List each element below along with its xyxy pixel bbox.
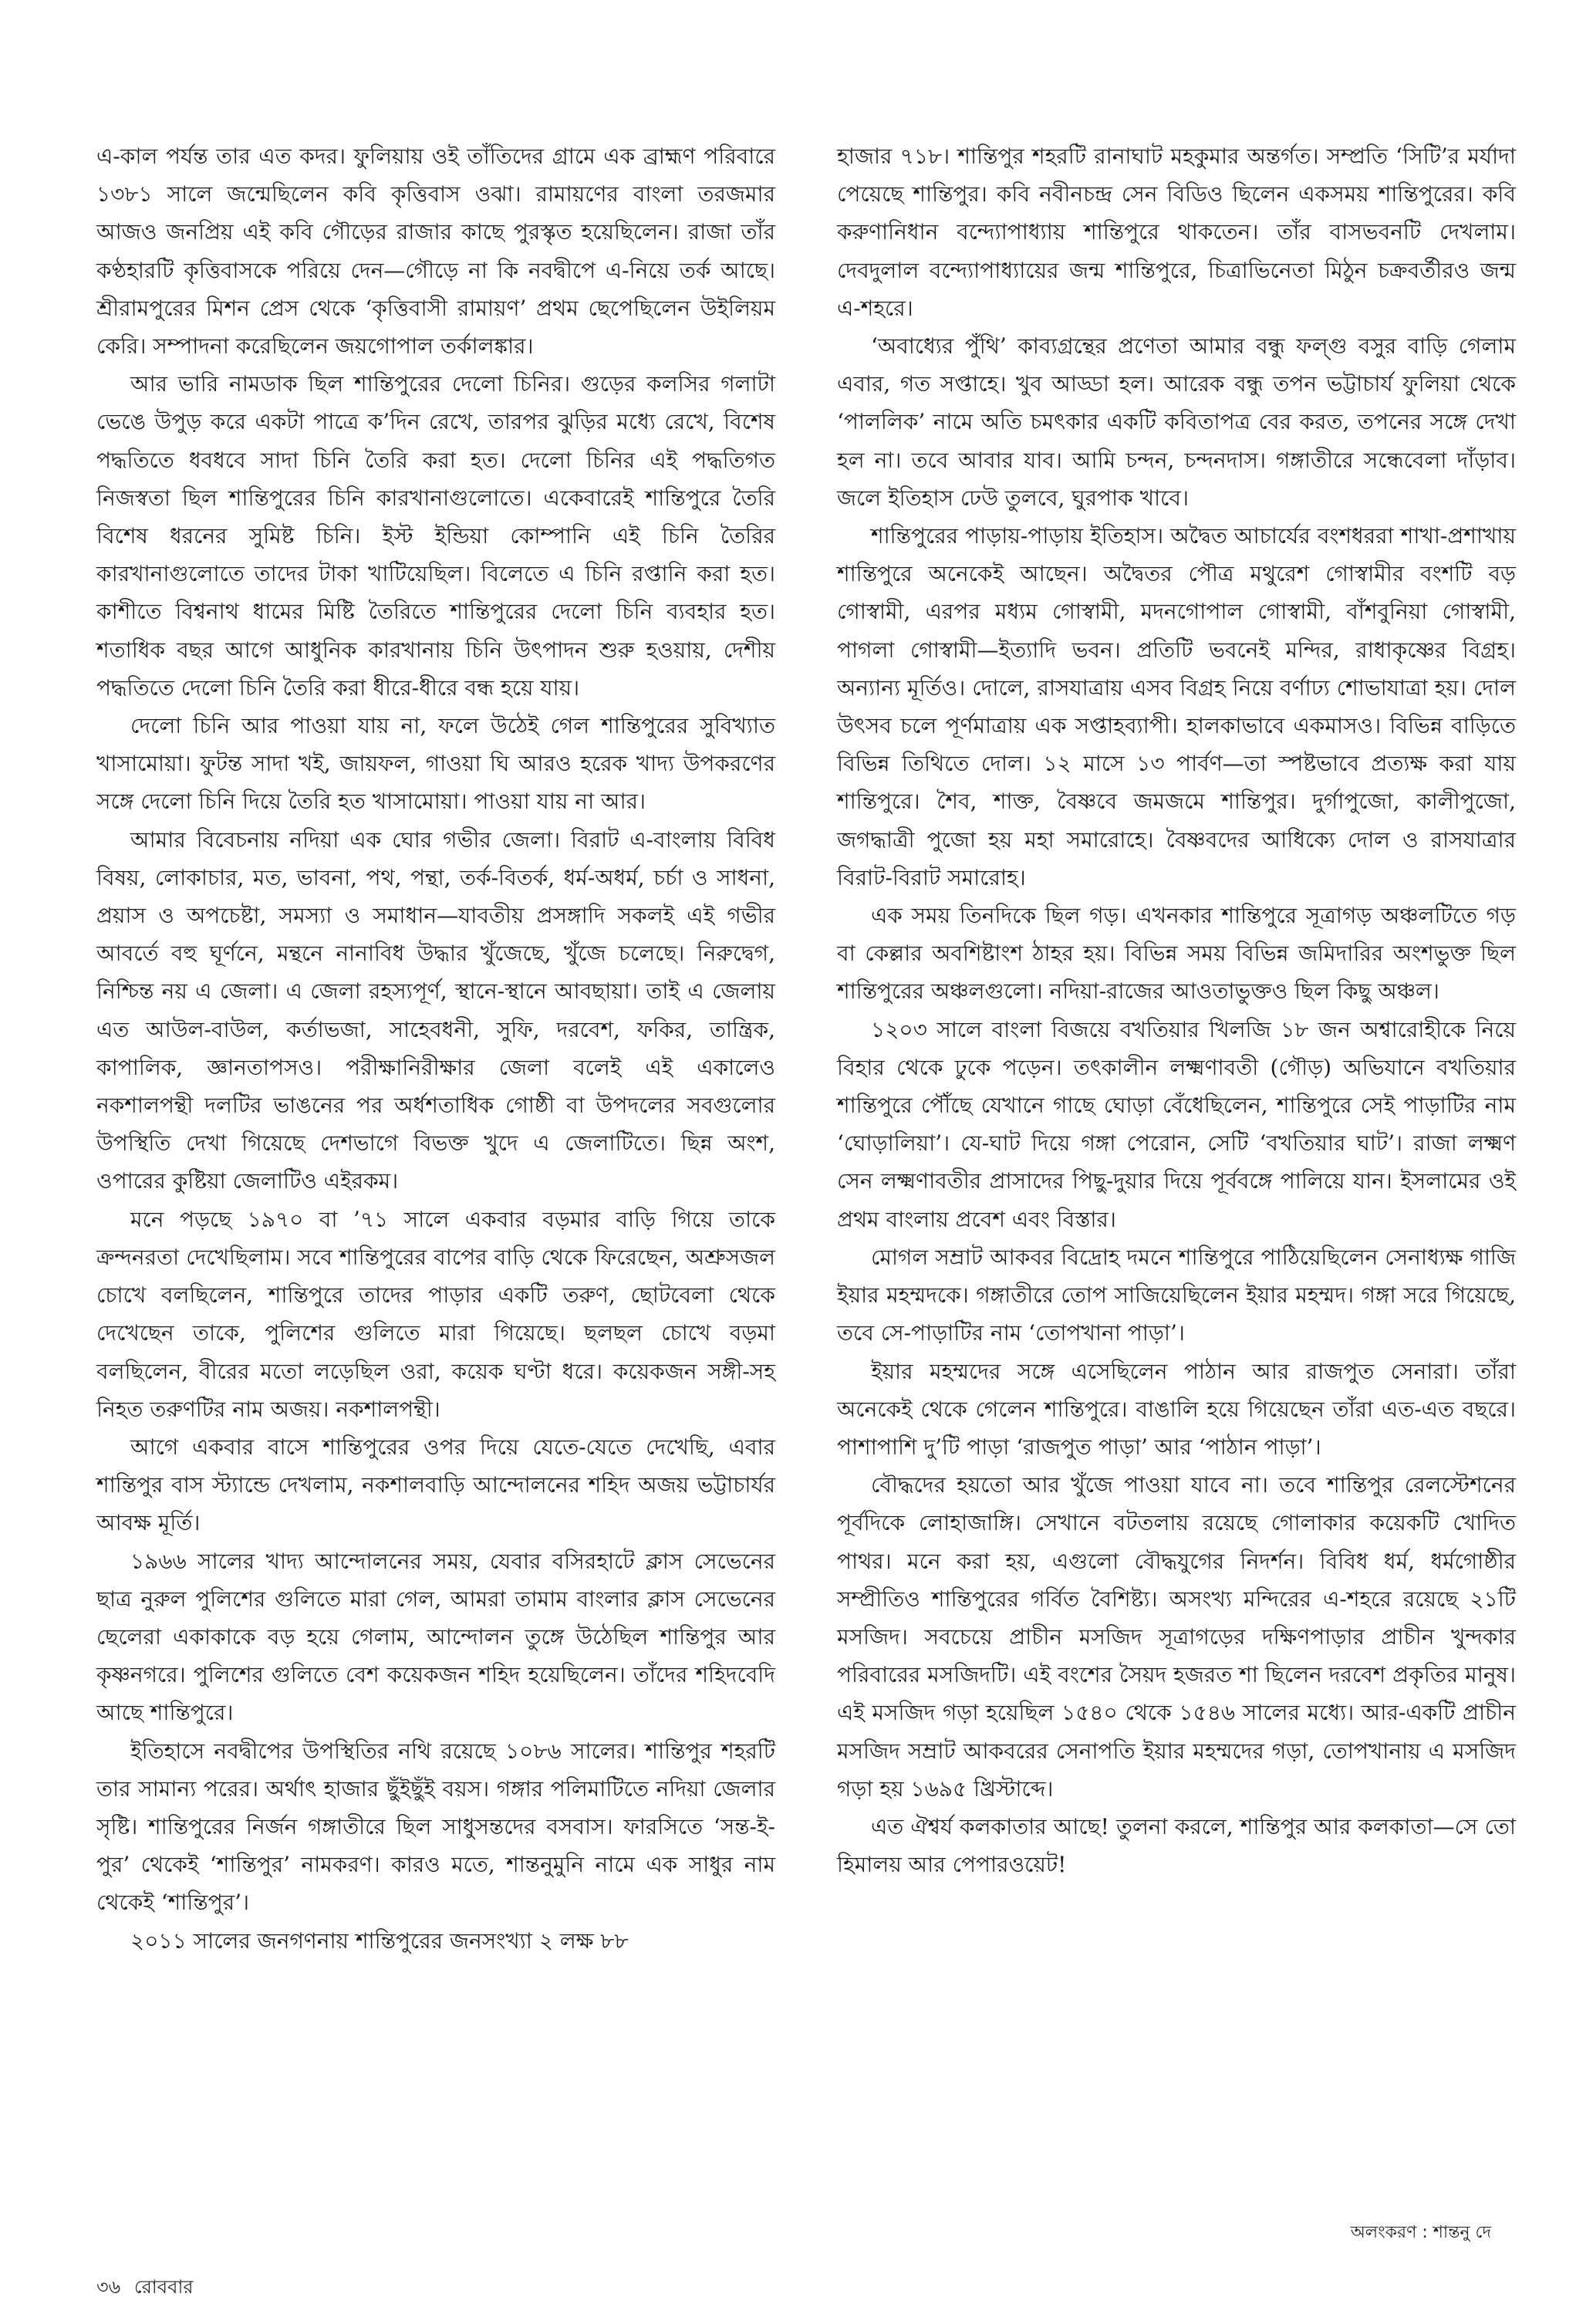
- magazine-name: রোববার: [133, 2276, 194, 2298]
- paragraph: এত ঐশ্বর্য কলকাতার আছে! তুলনা করলে, শান্তিপুর আর কলকাতা—সে তো হিমালয় আর পেপারওয়েট!: [837, 1813, 1516, 1878]
- paragraph: ১৯৬৬ সালের খাদ্য আন্দোলনের সময়, যেবার বসিরহাটে ক্লাস সেভেনের ছাত্র নুরুল পুলিশের গুলিতে মারা গেল, আমরা তামাম বাংলার ক্লাস সেভেনের ছেলেরা একাকাকে বড় হয়ে গেলাম, আন্দোলন তুঙ্গে উঠেছিল শান্তিপুর আর কৃষ্ণনগরে। পুলিশের গুলিতে বেশ কয়েকজন শহিদ হয়েছিলেন। তাঁদের শহিদবেদি আছে শান্তিপুরে।: [96, 1548, 775, 1726]
- paragraph: হাজার ৭১৮। শান্তিপুর শহরটি রানাঘাট মহকুমার অন্তর্গত। সম্প্রতি ‘সিটি’র মর্যাদা পেয়েছে শান্তিপুর। কবি নবীনচন্দ্র সেন বিডিও ছিলেন একসময় শান্তিপুরের। কবি করুণানিধান বন্দ্যোপাধ্যায় শান্তিপুরে থাকতেন। তাঁর বাসভবনটি দেখলাম। দেবদুলাল বন্দ্যোপাধ্যায়ের জন্ম শান্তিপুরে, চিত্রাভিনেতা মিঠুন চক্রবর্তীরও জন্ম এ-শহরে।: [837, 144, 1516, 321]
- page-number: ৩৬: [96, 2276, 121, 2298]
- paragraph: ইয়ার মহম্মদের সঙ্গে এসেছিলেন পাঠান আর রাজপুত সেনারা। তাঁরা অনেকেই থেকে গেলেন শান্তিপুরে। বাঙালি হয়ে গিয়েছেন তাঁরা এত-এত বছরে। পাশাপাশি দু’টি পাড়া ‘রাজপুত পাড়া’ আর ‘পাঠান পাড়া’।: [837, 1358, 1516, 1460]
- paragraph: ‘অবাধ্যের পুঁথি’ কাব্যগ্রন্থের প্রণেতা আমার বন্ধু ফল্গু বসুর বাড়ি গেলাম এবার, গত সপ্তাহে। খুব আড্ডা হল। আরেক বন্ধু তপন ভট্টাচার্য ফুলিয়া থেকে ‘পাললিক’ নামে অতি চমৎকার একটি কবিতাপত্র বের করত, তপনের সঙ্গে দেখা হল না। তবে আবার যাব। আমি চন্দন, চন্দনদাস। গঙ্গাতীরে সন্ধেবেলা দাঁড়াব। জলে ইতিহাস ঢেউ তুলবে, ঘুরপাক খাবে।: [837, 333, 1516, 511]
- paragraph: এ-কাল পর্যন্ত তার এত কদর। ফুলিয়ায় ওই তাঁতিদের গ্রামে এক ব্রাহ্মণ পরিবারে ১৩৮১ সালে জন্মেছিলেন কবি কৃত্তিবাস ওঝা। রামায়ণের বাংলা তরজমার আজও জনপ্রিয় এই কবি গৌড়ের রাজার কাছে পুরস্কৃত হয়েছিলেন। রাজা তাঁর কণ্ঠহারটি কৃত্তিবাসকে পরিয়ে দেন—গৌড়ে না কি নবদ্বীপে এ-নিয়ে তর্ক আছে। শ্রীরামপুরের মিশন প্রেস থেকে ‘কৃত্তিবাসী রামায়ণ’ প্রথম ছেপেছিলেন উইলিয়ম কেরি। সম্পাদনা করেছিলেন জয়গোপাল তর্কালঙ্কার।: [96, 144, 775, 360]
- paragraph: ২০১১ সালের জনগণনায় শান্তিপুরের জনসংখ্যা ২ লক্ষ ৮৮: [130, 1927, 629, 1954]
- paragraph: মনে পড়ছে ১৯৭০ বা ’৭১ সালে একবার বড়মার বাড়ি গিয়ে তাকে ক্রন্দনরতা দেখেছিলাম। সবে শান্তিপুরের বাপের বাড়ি থেকে ফিরেছেন, অশ্রুসজল চোখে বলছিলেন, শান্তিপুরে তাদের পাড়ার একটি তরুণ, ছোটবেলা থেকে দেখেছেন তাকে, পুলিশের গুলিতে মারা গিয়েছে। ছলছল চোখে বড়মা বলছিলেন, বীরের মতো লড়েছিল ওরা, কয়েক ঘণ্টা ধরে। কয়েকজন সঙ্গী-সহ নিহত তরুণটির নাম অজয়। নকশালপন্থী।: [96, 1206, 775, 1422]
- left-column: [96, 137, 775, 1960]
- illustration-credit: অলংকরণ : শান্তনু দে: [1350, 2223, 1491, 2242]
- paragraph: মোগল সম্রাট আকবর বিদ্রোহ দমনে শান্তিপুরে পাঠিয়েছিলেন সেনাধ্যক্ষ গাজি ইয়ার মহম্মদকে। গঙ্গাতীরে তোপ সাজিয়েছিলেন ইয়ার মহম্মদ। গঙ্গা সরে গিয়েছে, তবে সে-পাড়াটির নাম ‘তোপখানা পাড়া’।: [837, 1244, 1516, 1346]
- paragraph: বৌদ্ধদের হয়তো আর খুঁজে পাওয়া যাবে না। তবে শান্তিপুর রেলস্টেশনের পূর্বদিকে লোহাজাঙ্গি। সেখানে বটতলায় রয়েছে গোলাকার কয়েকটি খোদিত পাথর। মনে করা হয়, এগুলো বৌদ্ধযুগের নিদর্শন। বিবিধ ধর্ম, ধর্মগোষ্ঠীর সম্প্রীতিও শান্তিপুরের গর্বিত বৈশিষ্ট্য। অসংখ্য মন্দিরের এ-শহরে রয়েছে ২১টি মসজিদ। সবচেয়ে প্রাচীন মসজিদ সূত্রাগড়ের দক্ষিণপাড়ার প্রাচীন খুন্দকার পরিবারের মসজিদটি। এই বংশের সৈয়দ হজরত শা ছিলেন দরবেশ প্রকৃতির মানুষ। এই মসজিদ গড়া হয়েছিল ১৫৪০ থেকে ১৫৪৬ সালের মধ্যে। আর-একটি প্রাচীন মসজিদ সম্রাট আকবরের সেনাপতি ইয়ার মহম্মদের গড়া, তোপখানায় এ মসজিদ গড়া হয় ১৬৯৫ খ্রিস্টাব্দে।: [837, 1472, 1516, 1802]
- paragraph: দেলো চিনি আর পাওয়া যায় না, ফলে উঠেই গেল শান্তিপুরের সুবিখ্যাত খাসামোয়া। ফুটন্ত সাদা খই, জায়ফল, গাওয়া ঘি আরও হরেক খাদ্য উপকরণের সঙ্গে দেলো চিনি দিয়ে তৈরি হত খাসামোয়া। পাওয়া যায় না আর।: [96, 713, 775, 815]
- page-footer: [96, 2273, 201, 2304]
- paragraph: ১২০৩ সালে বাংলা বিজয়ে বখতিয়ার খিলজি ১৮ জন অশ্বারোহীকে নিয়ে বিহার থেকে ঢুকে পড়েন। তৎকালীন লক্ষ্মণাবতী (গৌড়) অভিযানে বখতিয়ার শান্তিপুরে পৌঁছে যেখানে গাছে ঘোড়া বেঁধেছিলেন, শান্তিপুরে সেই পাড়াটির নাম ‘ঘোড়ালিয়া’। যে-ঘাট দিয়ে গঙ্গা পেরোন, সেটি ‘বখতিয়ার ঘাট’। রাজা লক্ষ্মণ সেন লক্ষ্মণাবতীর প্রাসাদের পিছু-দুয়ার দিয়ে পূর্ববঙ্গে পালিয়ে যান। ইসলামের ওই প্রথম বাংলায় প্রবেশ এবং বিস্তার।: [837, 1016, 1516, 1232]
- paragraph: আর ভারি নামডাক ছিল শান্তিপুরের দেলো চিনির। গুড়ের কলসির গলাটা ভেঙে উপুড় করে একটা পাত্রে ক’দিন রেখে, তারপর ঝুড়ির মধ্যে রেখে, বিশেষ পদ্ধতিতে ধবধবে সাদা চিনি তৈরি করা হত। দেলো চিনির এই পদ্ধতিগত নিজস্বতা ছিল শান্তিপুরের চিনি কারখানাগুলোতে। একেবারেই শান্তিপুরে তৈরি বিশেষ ধরনের সুমিষ্ট চিনি। ইস্ট ইন্ডিয়া কোম্পানি এই চিনি তৈরির কারখানাগুলোতে তাদের টাকা খাটিয়েছিল। বিলেতে এ চিনি রপ্তানি করা হত। কাশীতে বিশ্বনাথ ধামের মিষ্টি তৈরিতে শান্তিপুরের দেলো চিনি ব্যবহার হত। শতাধিক বছর আগে আধুনিক কারখানায় চিনি উৎপাদন শুরু হওয়ায়, দেশীয় পদ্ধতিতে দেলো চিনি তৈরি করা ধীরে-ধীরে বন্ধ হয়ে যায়।: [96, 371, 775, 701]
- paragraph: এক সময় তিনদিকে ছিল গড়। এখনকার শান্তিপুরে সূত্রাগড় অঞ্চলটিতে গড় বা কেল্লার অবশিষ্টাংশ ঠাহর হয়। বিভিন্ন সময় বিভিন্ন জমিদারির অংশভুক্ত ছিল শান্তিপুরের অঞ্চলগুলো। নদিয়া-রাজের আওতাভুক্তও ছিল কিছু অঞ্চল।: [837, 903, 1516, 1005]
- paragraph: শান্তিপুরের পাড়ায়-পাড়ায় ইতিহাস। অদ্বৈত আচার্যের বংশধররা শাখা-প্রশাখায় শান্তিপুরে অনেকেই আছেন। অদ্বৈতর পৌত্র মথুরেশ গোস্বামীর বংশটি বড় গোস্বামী, এরপর মধ্যম গোস্বামী, মদনগোপাল গোস্বামী, বাঁশবুনিয়া গোস্বামী, পাগলা গোস্বামী—ইত্যাদি ভবন। প্রতিটি ভবনেই মন্দির, রাধাকৃষ্ণের বিগ্রহ। অন্যান্য মূর্তিও। দোলে, রাসযাত্রায় এসব বিগ্রহ নিয়ে বর্ণাঢ্য শোভাযাত্রা হয়। দোল উৎসব চলে পূর্ণমাত্রায় এক সপ্তাহব্যাপী। হালকাভাবে একমাসও। বিভিন্ন বাড়িতে বিভিন্ন তিথিতে দোল। ১২ মাসে ১৩ পার্বণ—তা স্পষ্টভাবে প্রত্যক্ষ করা যায় শান্তিপুরে। শৈব, শাক্ত, বৈষ্ণবে জমজমে শান্তিপুর। দুর্গাপুজো, কালীপুজো, জগদ্ধাত্রী পুজো হয় মহা সমারোহে। বৈষ্ণবদের আধিক্যে দোল ও রাসযাত্রার বিরাট-বিরাট সমারোহ।: [837, 523, 1516, 890]
- paragraph: আগে একবার বাসে শান্তিপুরের ওপর দিয়ে যেতে-যেতে দেখেছি, এবার শান্তিপুর বাস স্ট্যান্ডে দেখলাম, নকশালবাড়ি আন্দোলনের শহিদ অজয় ভট্টাচার্যর আবক্ষ মূর্তি।: [96, 1434, 775, 1536]
- right-column: [837, 137, 1516, 1883]
- paragraph: আমার বিবেচনায় নদিয়া এক ঘোর গভীর জেলা। বিরাট এ-বাংলায় বিবিধ বিষয়, লোকাচার, মত, ভাবনা, পথ, পন্থা, তর্ক-বিতর্ক, ধর্ম-অধর্ম, চর্চা ও সাধনা, প্রয়াস ও অপচেষ্টা, সমস্যা ও সমাধান—যাবতীয় প্রসঙ্গাদি সকলই এই গভীর আবর্তে বহু ঘূর্ণনে, মন্থনে নানাবিধ উদ্ধার খুঁজেছে, খুঁজে চলেছে। নিরুদ্বেগ, নিশ্চিন্ত নয় এ জেলা। এ জেলা রহস্যপূর্ণ, স্থানে-স্থানে আবছায়া। তাই এ জেলায় এত আউল-বাউল, কর্তাভজা, সাহেবধনী, সুফি, দরবেশ, ফকির, তান্ত্রিক, কাপালিক, জ্ঞানতাপসও। পরীক্ষানিরীক্ষার জেলা বলেই এই একালেও নকশালপন্থী দলটির ভাঙনের পর অর্ধশতাধিক গোষ্ঠী বা উপদলের সবগুলোর উপস্থিতি দেখা গিয়েছে দেশভাগে বিভক্ত খুদে এ জেলাটিতে। ছিন্ন অংশ, ওপারের কুষ্টিয়া জেলাটিও এইরকম।: [96, 826, 775, 1194]
- paragraph: ইতিহাসে নবদ্বীপের উপস্থিতির নথি রয়েছে ১০৮৬ সালের। শান্তিপুর শহরটি তার সামান্য পরের। অর্থাৎ হাজার ছুঁইছুঁই বয়স। গঙ্গার পলিমাটিতে নদিয়া জেলার সৃষ্টি। শান্তিপুরের নির্জন গঙ্গাতীরে ছিল সাধুসন্তদের বসবাস। ফারসিতে ‘সন্ত-ই-পুর’ থেকেই ‘শান্তিপুর’ নামকরণ। কারও মতে, শান্তনুমুনি নামে এক সাধুর নাম থেকেই ‘শান্তিপুর’।: [96, 1738, 775, 1916]
